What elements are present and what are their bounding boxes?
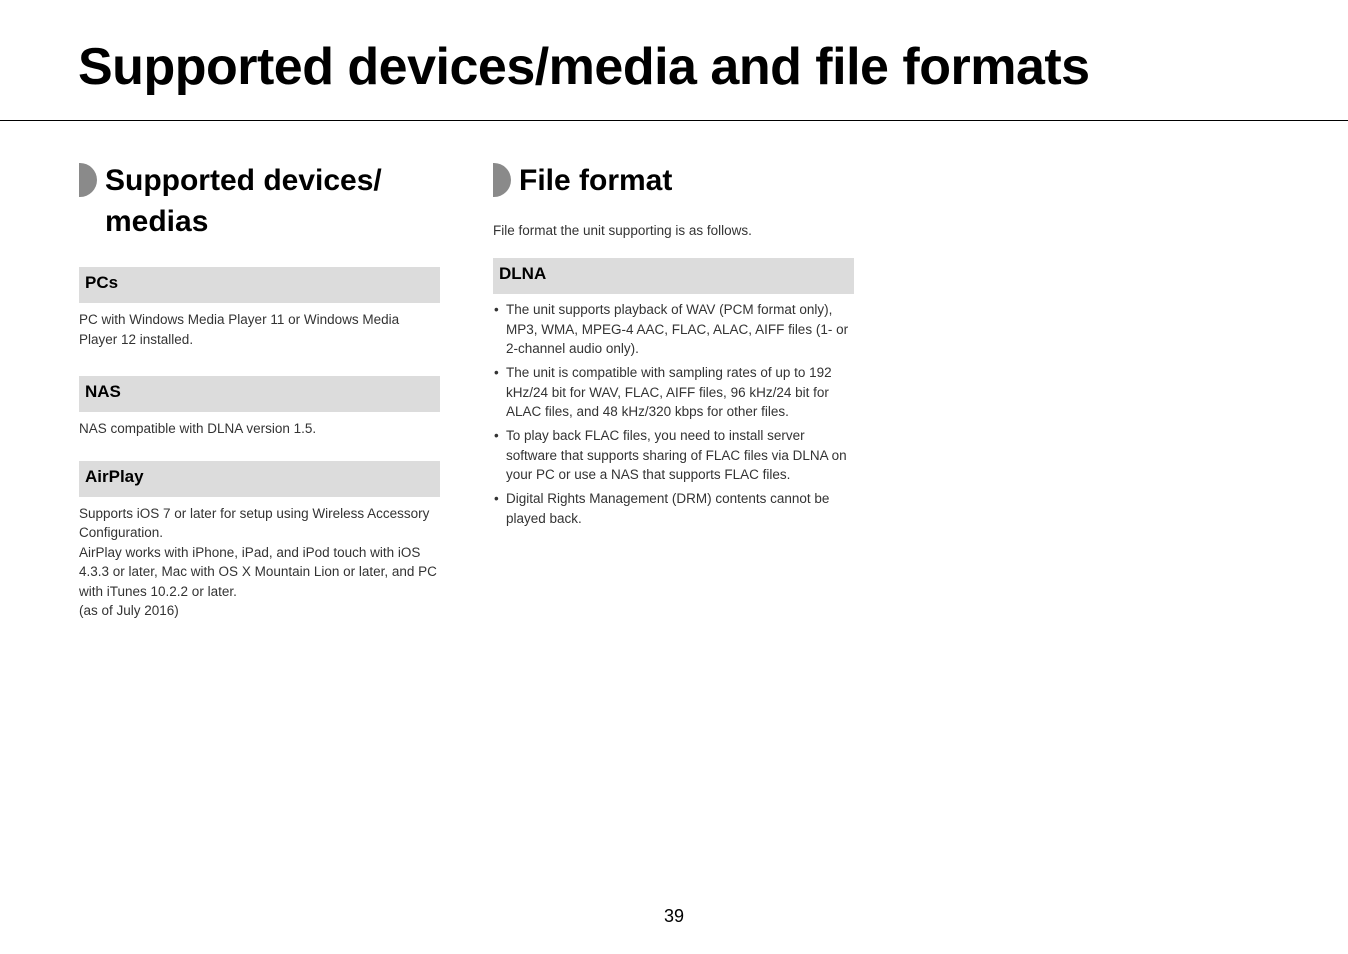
nas-section [79, 376, 440, 439]
bullet-icon: • [494, 302, 499, 317]
file-format-heading [493, 160, 854, 201]
supported-devices-column [79, 160, 440, 621]
list-item [493, 300, 854, 359]
supported-devices-heading [79, 160, 440, 242]
heading-line-2: medias [105, 205, 209, 238]
nas-text: NAS compatible with DLNA version 1.5. [79, 421, 317, 436]
airplay-subheading: AirPlay [79, 461, 440, 497]
heading-marker-icon [79, 163, 97, 197]
heading-marker-icon [493, 163, 511, 197]
list-item-text: To play back FLAC files, you need to install server software that supports sharing of FLAC files via DLNA on your PC or use a NAS that supports FLAC files. [506, 428, 847, 482]
bullet-icon: • [494, 365, 499, 380]
file-format-intro: File format the unit supporting is as follows. [493, 223, 752, 238]
bullet-icon: • [494, 491, 499, 506]
list-item [493, 363, 854, 422]
file-format-column [493, 160, 854, 533]
pcs-subheading: PCs [79, 267, 440, 303]
pcs-text: PC with Windows Media Player 11 or Windows Media Player 12 installed. [79, 312, 400, 347]
bullet-icon: • [494, 428, 499, 443]
pcs-section [79, 267, 440, 349]
list-item [493, 426, 854, 485]
list-item-text: The unit supports playback of WAV (PCM format only), MP3, WMA, MPEG-4 AAC, FLAC, ALAC, AIFF files (1- or 2-channel audio only). [506, 302, 849, 356]
heading-line-1: Supported devices/ [105, 164, 382, 197]
airplay-section [79, 461, 440, 621]
dlna-section [493, 258, 854, 528]
file-format-heading-text: File format [519, 164, 673, 197]
dlna-subheading: DLNA [493, 258, 854, 294]
nas-subheading: NAS [79, 376, 440, 412]
title-divider [0, 120, 1348, 121]
dlna-bullet-list [493, 300, 854, 528]
list-item-text: The unit is compatible with sampling rates of up to 192 kHz/24 bit for WAV, FLAC, AIFF files, 96 kHz/24 bit for ALAC files, and 48 kHz/320 kbps for other files. [506, 365, 832, 419]
list-item [493, 489, 854, 528]
airplay-text: Supports iOS 7 or later for setup using Wireless Accessory Configuration. AirPlay works with iPhone, iPad, and iPod touch with iOS 4.3.3 or later, Mac with OS X Mountain Lion or later, and PC with iTunes 10.2.2 or later. (as of July 2016) [79, 505, 437, 618]
list-item-text: Digital Rights Management (DRM) contents cannot be played back. [506, 491, 830, 526]
page-title: Supported devices/media and file formats [78, 38, 1090, 96]
page-number: 39 [663, 906, 685, 926]
